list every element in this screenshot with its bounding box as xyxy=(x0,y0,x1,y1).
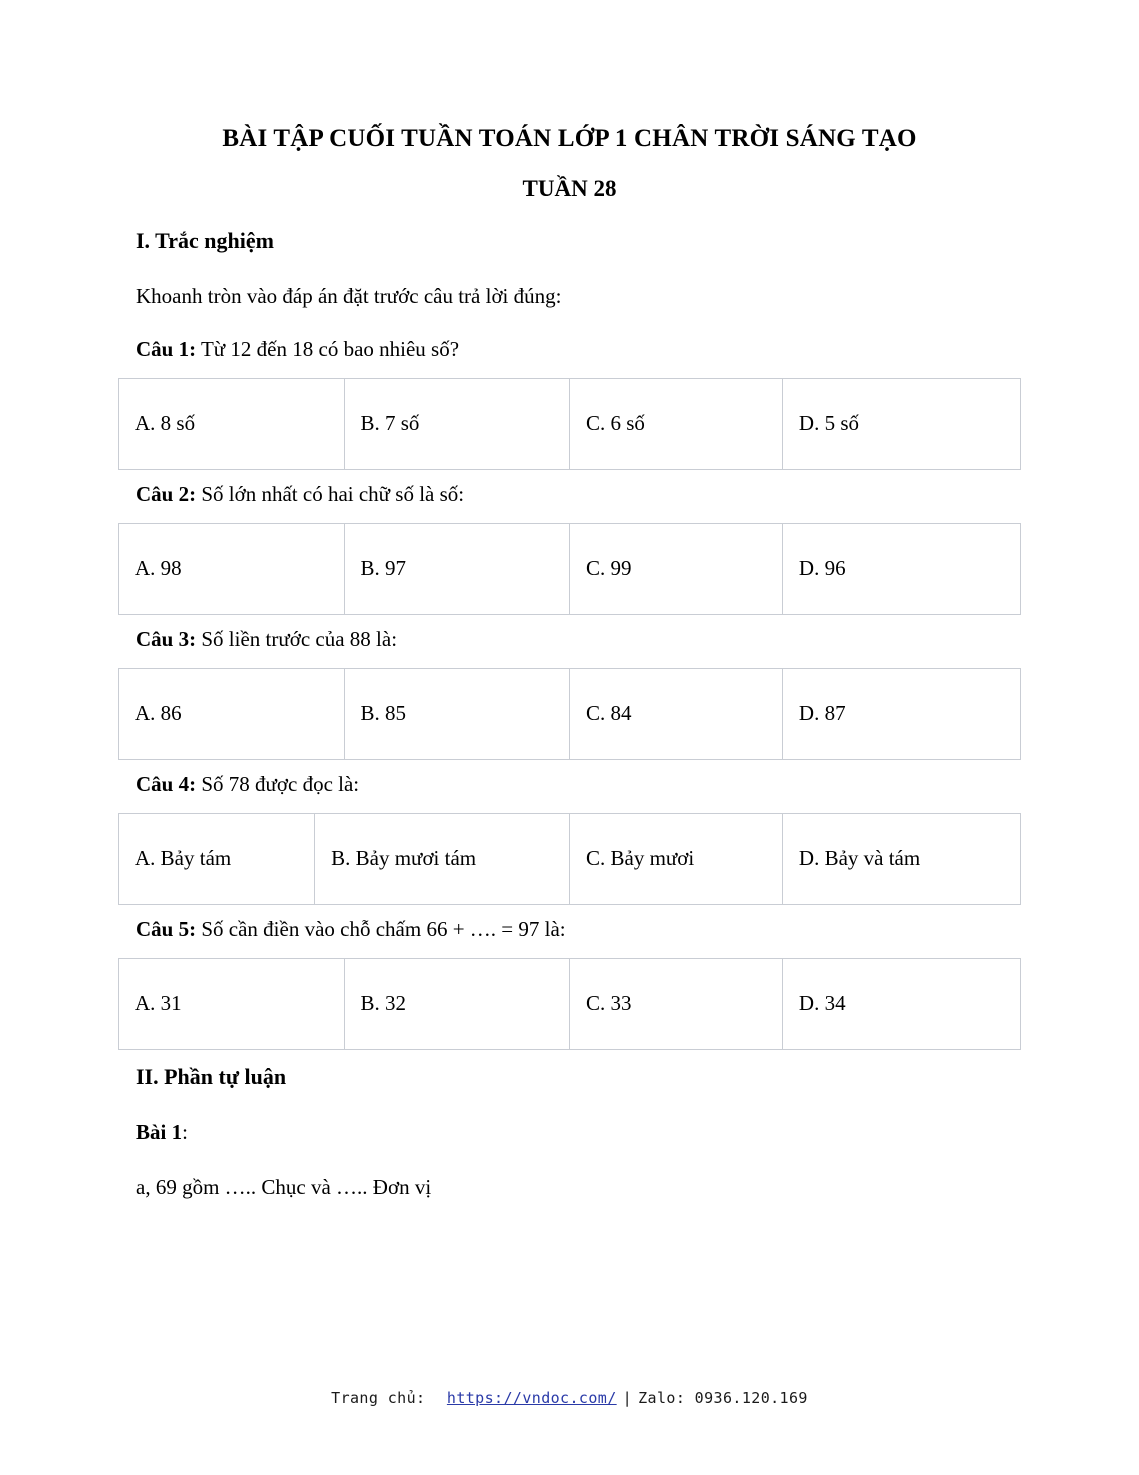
option-5-c[interactable]: C. 33 xyxy=(570,958,783,1049)
footer-prefix: Trang chủ: xyxy=(331,1389,426,1407)
option-2-d[interactable]: D. 96 xyxy=(782,523,1020,614)
option-2-b[interactable]: B. 97 xyxy=(344,523,570,614)
question-2 xyxy=(136,482,1021,507)
table-row xyxy=(119,378,1021,469)
table-row xyxy=(119,958,1021,1049)
options-table-5 xyxy=(118,958,1021,1050)
question-3-number: Câu 3: xyxy=(136,626,197,651)
footer-zalo: Zalo: 0936.120.169 xyxy=(638,1389,808,1407)
bai-1-label xyxy=(136,1120,1021,1145)
options-table-4 xyxy=(118,813,1021,905)
question-5 xyxy=(136,917,1021,942)
page-title: BÀI TẬP CUỐI TUẦN TOÁN LỚP 1 CHÂN TRỜI SÁNG TẠO xyxy=(222,125,917,152)
question-1-text: Từ 12 đến 18 có bao nhiêu số? xyxy=(196,336,460,361)
question-2-text: Số lớn nhất có hai chữ số là số: xyxy=(196,481,465,506)
option-1-d[interactable]: D. 5 số xyxy=(782,378,1020,469)
option-3-a[interactable]: A. 86 xyxy=(119,668,345,759)
question-4-text: Số 78 được đọc là: xyxy=(196,771,360,796)
options-table-3 xyxy=(118,668,1021,760)
page-subtitle: TUẦN 28 xyxy=(522,175,617,201)
question-5-text: Số cần điền vào chỗ chấm 66 + …. = 97 là: xyxy=(196,916,566,941)
options-table-1 xyxy=(118,378,1021,470)
section-heading-trac-nghiem: I. Trắc nghiệm xyxy=(136,227,274,253)
question-1 xyxy=(136,337,1021,362)
table-row xyxy=(119,668,1021,759)
option-4-a[interactable]: A. Bảy tám xyxy=(119,813,315,904)
option-4-c[interactable]: C. Bảy mươi xyxy=(569,813,782,904)
option-1-b[interactable]: B. 7 số xyxy=(344,378,570,469)
option-4-b[interactable]: B. Bảy mươi tám xyxy=(315,813,570,904)
table-row xyxy=(119,813,1021,904)
page-footer xyxy=(0,1389,1139,1407)
question-3 xyxy=(136,627,1021,652)
question-5-number: Câu 5: xyxy=(136,916,197,941)
option-2-c[interactable]: C. 99 xyxy=(570,523,783,614)
question-1-number: Câu 1: xyxy=(136,336,197,361)
option-1-a[interactable]: A. 8 số xyxy=(119,378,345,469)
question-3-text: Số liền trước của 88 là: xyxy=(196,626,398,651)
bai-1-line-a: a, 69 gồm ….. Chục và ….. Đơn vị xyxy=(136,1174,432,1199)
section-heading-tu-luan: II. Phần tự luận xyxy=(136,1063,287,1089)
bai-1-title: Bài 1 xyxy=(136,1119,183,1144)
instruction-text: Khoanh tròn vào đáp án đặt trước câu trả lời đúng: xyxy=(136,283,562,308)
question-4-number: Câu 4: xyxy=(136,771,197,796)
footer-separator: | xyxy=(622,1389,633,1407)
option-3-d[interactable]: D. 87 xyxy=(782,668,1020,759)
footer-link[interactable]: https://vndoc.com/ xyxy=(446,1389,617,1407)
option-1-c[interactable]: C. 6 số xyxy=(570,378,783,469)
question-4 xyxy=(136,772,1021,797)
option-2-a[interactable]: A. 98 xyxy=(119,523,345,614)
option-3-c[interactable]: C. 84 xyxy=(570,668,783,759)
bai-1-colon: : xyxy=(182,1119,188,1144)
option-5-a[interactable]: A. 31 xyxy=(119,958,345,1049)
option-3-b[interactable]: B. 85 xyxy=(344,668,570,759)
option-4-d[interactable]: D. Bảy và tám xyxy=(782,813,1020,904)
option-5-b[interactable]: B. 32 xyxy=(344,958,570,1049)
option-5-d[interactable]: D. 34 xyxy=(782,958,1020,1049)
table-row xyxy=(119,523,1021,614)
question-2-number: Câu 2: xyxy=(136,481,197,506)
options-table-2 xyxy=(118,523,1021,615)
